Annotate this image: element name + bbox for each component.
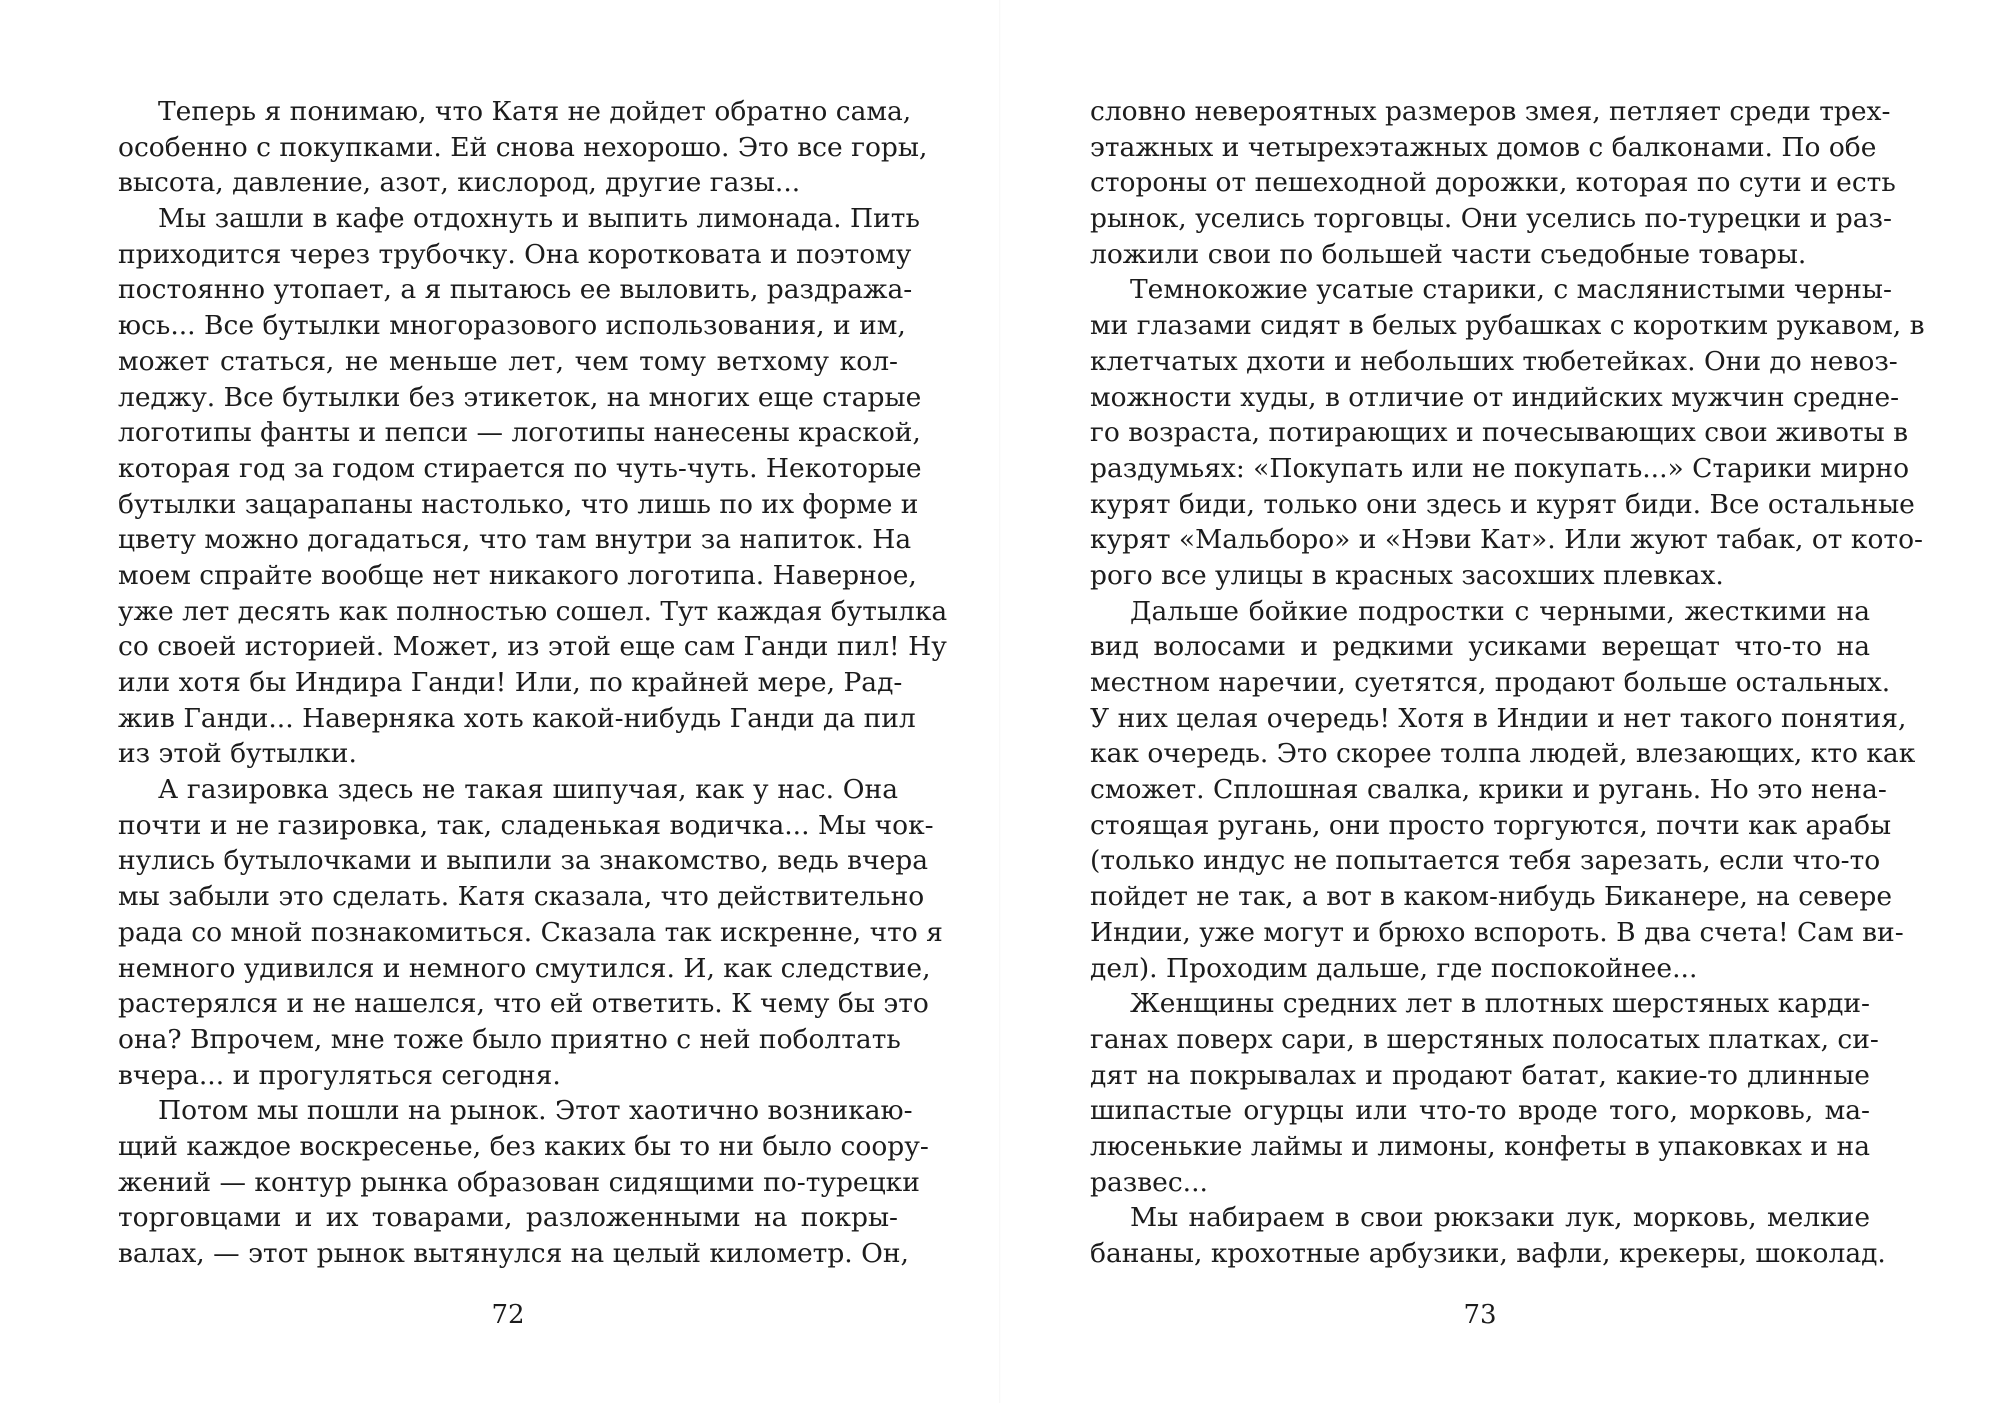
text-line: высота, давление, азот, кислород, другие газы...	[118, 167, 801, 199]
text-line: Женщины средних лет в плотных шерстяных карди-	[1130, 988, 1870, 1020]
text-line: Дальше бойкие подростки с черными, жесткими на	[1130, 595, 1870, 627]
text-line: развес...	[1090, 1166, 1208, 1198]
text-line: вид волосами и редкими усиками верещат что-то на	[1090, 631, 1870, 663]
text-line: леджу. Все бутылки без этикеток, на многих еще старые	[118, 381, 922, 413]
text-line: рынок, уселись торговцы. Они уселись по-турецки и раз-	[1090, 203, 1892, 235]
text-line: местном наречии, суетятся, продают больше остальных.	[1090, 667, 1891, 698]
text-line: ганах поверх сари, в шерстяных полосатых платках, си-	[1090, 1023, 1879, 1055]
text-line: валах, — этот рынок вытянулся на целый километр. Он,	[118, 1238, 909, 1269]
text-line: Индии, уже могут и брюхо вспороть. В два счета! Сам ви-	[1090, 916, 1904, 948]
text-line: вчера... и прогуляться сегодня.	[118, 1059, 561, 1091]
text-line: ми глазами сидят в белых рубашках с коротким рукавом, в	[1090, 310, 1925, 342]
text-line: Мы зашли в кафе отдохнуть и выпить лимонада. Пить	[158, 203, 920, 235]
text-line: немного удивился и немного смутился. И, как следствие,	[118, 952, 931, 984]
text-line: А газировка здесь не такая шипучая, как у нас. Она	[158, 774, 898, 806]
text-line: рого все улицы в красных засохших плевках.	[1090, 559, 1724, 591]
text-line: (только индус не попытается тебя зарезать, если что-то	[1090, 845, 1881, 877]
text-line: Теперь я понимаю, что Катя не дойдет обратно сама,	[158, 96, 912, 127]
text-line: как очередь. Это скорее толпа людей, влезающих, кто как	[1090, 738, 1916, 770]
text-line: может статься, не меньше лет, чем тому ветхому кол-	[118, 345, 898, 377]
text-line: логотипы фанты и пепси — логотипы нанесены краской,	[118, 417, 921, 449]
text-line: клетчатых дхоти и небольших тюбетейках. Они до невоз-	[1090, 345, 1898, 377]
text-line: словно невероятных размеров змея, петляет среди трех-	[1090, 96, 1891, 127]
left-page-text	[118, 94, 948, 1272]
text-line: почти и не газировка, так, сладенькая водичка... Мы чок-	[118, 809, 934, 841]
text-line: жений — контур рынка образован сидящими по-турецки	[118, 1166, 920, 1198]
text-line: Темнокожие усатые старики, с маслянистыми черны-	[1130, 274, 1892, 306]
text-line: люсенькие лаймы и лимоны, конфеты в упаковках и на	[1090, 1130, 1870, 1162]
text-line: дят на покрывалах и продают батат, какие-то длинные	[1090, 1059, 1870, 1091]
text-line: шипастые огурцы или что-то вроде того, морковь, ма-	[1090, 1095, 1870, 1127]
text-line: или хотя бы Индира Ганди! Или, по крайней мере, Рад-	[118, 667, 903, 698]
text-line: со своей историей. Может, из этой еще сам Ганди пил! Ну	[118, 631, 947, 663]
text-line: растерялся и не нашелся, что ей ответить. К чему бы это	[118, 988, 929, 1020]
text-line: щий каждое воскресенье, без каких бы то ни было соору-	[118, 1130, 929, 1162]
text-line: уже лет десять как полностью сошел. Тут каждая бутылка	[118, 595, 948, 627]
text-line: курят биди, только они здесь и курят биди. Все остальные	[1090, 488, 1915, 520]
text-line: из этой бутылки.	[118, 738, 357, 770]
text-line: ложили свои по большей части съедобные товары.	[1090, 238, 1807, 270]
text-line: торговцами и их товарами, разложенными на покры-	[118, 1202, 898, 1234]
text-line: цвету можно догадаться, что там внутри за напиток. На	[118, 524, 912, 556]
text-line: можности худы, в отличие от индийских мужчин средне-	[1090, 381, 1900, 413]
text-line: бананы, крохотные арбузики, вафли, крекеры, шоколад.	[1090, 1238, 1886, 1269]
text-line: сможет. Сплошная свалка, крики и ругань. Но это нена-	[1090, 774, 1887, 806]
text-line: дел). Проходим дальше, где поспокойнее...	[1090, 952, 1698, 984]
text-line: стоящая ругань, они просто торгуются, почти как арабы	[1090, 809, 1892, 841]
text-line: пойдет не так, а вот в каком-нибудь Биканере, на севере	[1090, 881, 1893, 913]
text-line: Потом мы пошли на рынок. Этот хаотично возникаю-	[158, 1095, 913, 1127]
text-line: рада со мной познакомиться. Сказала так искренне, что я	[118, 916, 943, 948]
left-page-number: 72	[491, 1300, 525, 1330]
text-line: курят «Мальборо» и «Нэви Кат». Или жуют табак, от кото-	[1090, 524, 1923, 556]
right-page	[1090, 94, 1925, 1330]
text-line: этажных и четырехэтажных домов с балконами. По обе	[1090, 131, 1877, 163]
text-line: она? Впрочем, мне тоже было приятно с ней поболтать	[118, 1023, 901, 1055]
text-line: юсь... Все бутылки многоразового использования, и им,	[118, 310, 906, 342]
text-line: приходится через трубочку. Она коротковата и поэтому	[118, 238, 912, 270]
book-gutter	[999, 0, 1001, 1403]
text-line: бутылки зацарапаны настолько, что лишь по их форме и	[118, 488, 919, 520]
text-line: постоянно утопает, а я пытаюсь ее выловить, раздража-	[118, 274, 913, 306]
text-line: нулись бутылочками и выпили за знакомство, ведь вчера	[118, 845, 929, 877]
text-line: стороны от пешеходной дорожки, которая по сути и есть	[1090, 167, 1896, 199]
text-line: мы забыли это сделать. Катя сказала, что действительно	[118, 881, 925, 913]
text-line: особенно с покупками. Ей снова нехорошо. Это все горы,	[118, 131, 928, 163]
text-line: которая год за годом стирается по чуть-чуть. Некоторые	[118, 452, 922, 484]
text-line: У них целая очередь! Хотя в Индии и нет такого понятия,	[1090, 702, 1907, 734]
text-line: жив Ганди... Наверняка хоть какой-нибудь Ганди да пил	[118, 702, 916, 734]
text-line: го возраста, потирающих и почесывающих свои животы в	[1090, 417, 1909, 449]
text-line: Мы набираем в свои рюкзаки лук, морковь, мелкие	[1130, 1202, 1870, 1234]
text-line: моем спрайте вообще нет никакого логотипа. Наверное,	[118, 559, 917, 591]
left-page	[118, 94, 948, 1330]
right-page-text	[1090, 94, 1925, 1272]
right-page-number: 73	[1463, 1300, 1497, 1330]
text-line: раздумьях: «Покупать или не покупать...» Старики мирно	[1090, 452, 1910, 484]
